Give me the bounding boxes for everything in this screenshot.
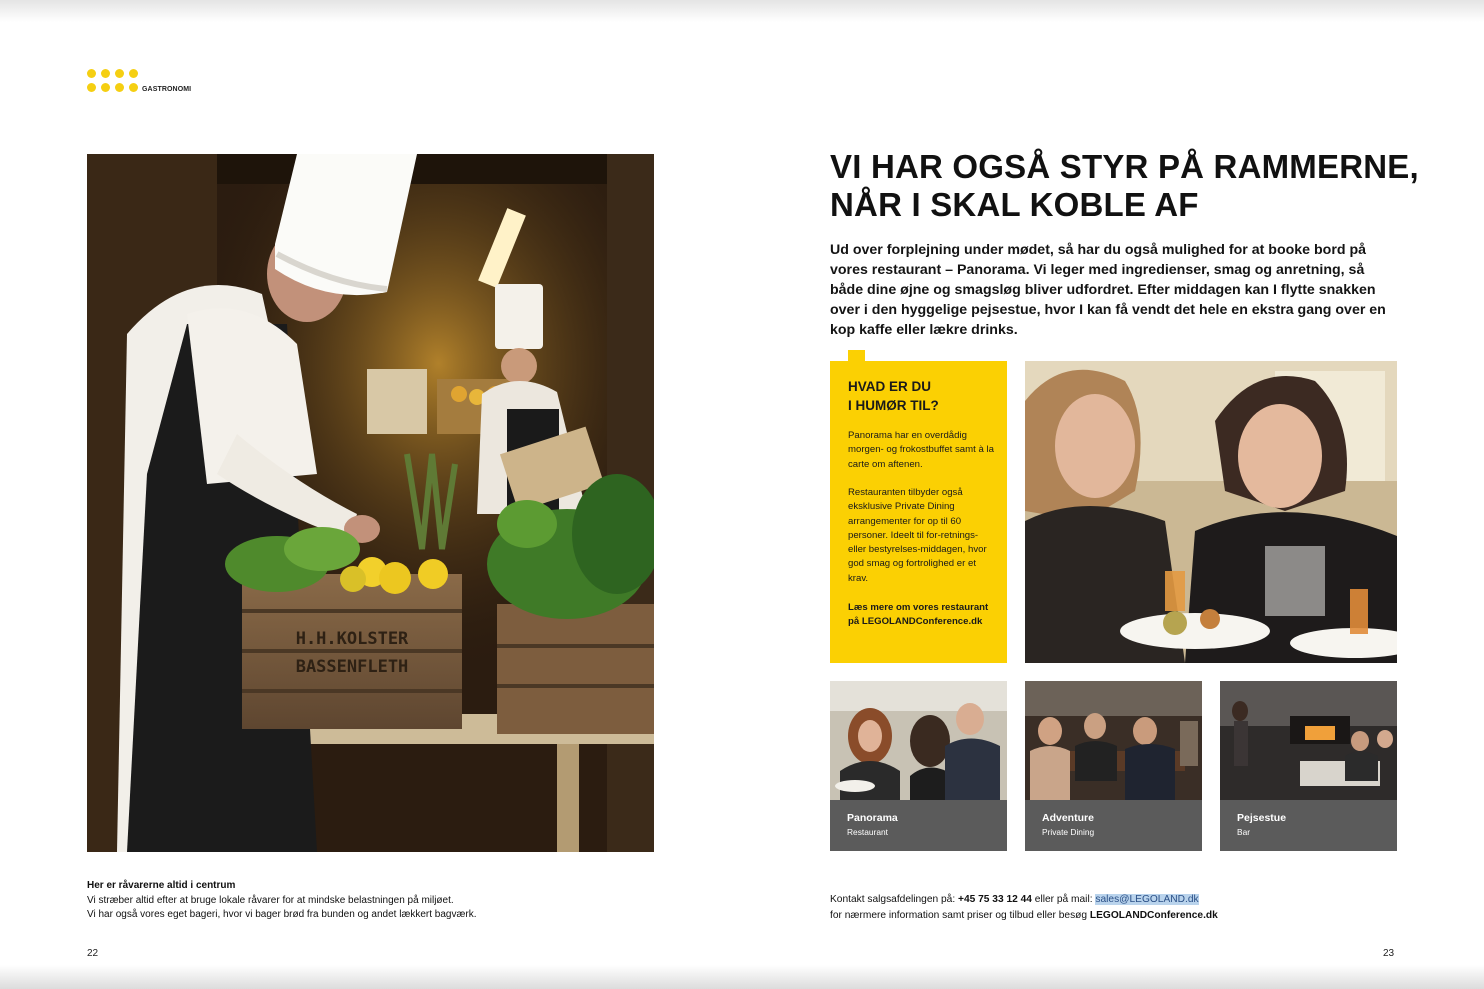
- venue-name: Panorama: [847, 812, 898, 824]
- website-link[interactable]: LEGOLANDConference.dk: [1089, 909, 1218, 921]
- venue-name: Adventure: [1042, 812, 1094, 824]
- venue-name: Pejsestue: [1237, 812, 1287, 824]
- venue-card-panorama[interactable]: [830, 681, 1007, 851]
- contact-line-1: Kontakt salgsafdelingen på: +45 75 33 12 44 eller på mail: sales@LEGOLAND.dk: [830, 894, 1199, 905]
- svg-text:BASSENFLETH: BASSENFLETH: [295, 657, 409, 677]
- venue-type: Private Dining: [1042, 827, 1095, 837]
- section-label: GASTRONOMI: [142, 86, 192, 93]
- page-number-left: 22: [87, 948, 99, 959]
- info-box-title: HVAD ER DU I HUMØR TIL?: [848, 379, 939, 413]
- venue-type: Restaurant: [847, 827, 888, 837]
- email-link[interactable]: sales@LEGOLAND.dk: [1095, 894, 1199, 905]
- venue-card-pejsestue[interactable]: [1220, 681, 1397, 851]
- page-bottom-shadow: [0, 965, 1484, 989]
- venue-card-adventure[interactable]: [1025, 681, 1202, 851]
- venue-type: Bar: [1237, 827, 1251, 837]
- info-box-paragraph-2: Restauranten tilbyder også eksklusive Private Dining arrangementer for op til 60 personer. Ideelt til for-retnings- eller bestyrelses-middagen, hvor god smag og fortrolighed er et krav.: [848, 487, 987, 584]
- contact-line-2: for nærmere information samt priser og tilbud eller besøg LEGOLANDConference.dk: [830, 909, 1218, 921]
- info-box-link[interactable]: Læs mere om vores restaurant på LEGOLANDConference.dk: [848, 602, 989, 628]
- adventure-photo: [1025, 681, 1202, 800]
- headline-line-2: NÅR I SKAL KOBLE AF: [830, 186, 1199, 223]
- page-number-right: 23: [1383, 948, 1395, 959]
- headline-line-1: VI HAR OGSÅ STYR PÅ RAMMERNE,: [830, 148, 1419, 185]
- phone-number[interactable]: +45 75 33 12 44: [958, 894, 1032, 905]
- pejsestue-photo: [1220, 681, 1397, 800]
- section-dots-icon: [87, 69, 139, 93]
- caption-line-1: Vi stræber altid efter at bruge lokale råvarer for at mindske belastningen på miljøet.: [87, 894, 454, 906]
- info-box: [830, 361, 1007, 663]
- caption-line-2: Vi har også vores eget bageri, hvor vi bager brød fra bunden og andet lækkert bagværk.: [87, 909, 477, 920]
- photo-caption: [87, 879, 476, 923]
- contact-info: [830, 892, 1390, 923]
- info-box-paragraph-1: Panorama har en overdådig morgen- og frokostbuffet samt à la carte om aftenen.: [848, 430, 994, 470]
- svg-text:H.H.KOLSTER: H.H.KOLSTER: [295, 629, 409, 649]
- panorama-photo: [830, 681, 1007, 800]
- intro-paragraph: Ud over forplejning under mødet, så har du også mulighed for at booke bord på vores restaurant – Panorama. Vi leger med ingredienser, smag og anretning, så både dine øjne og smagsløg bliver udfordret. Efter middagen kan I flytte snakken over i den hyggelige pejsestue, hvor I kan få vendt det hele en ekstra gang over en kop kaffe eller lækre drinks.: [830, 242, 1386, 338]
- page-top-shadow: [0, 0, 1484, 22]
- chef-photo: [87, 154, 654, 852]
- page-headline: [830, 148, 1430, 224]
- women-dining-photo: [1025, 361, 1397, 663]
- caption-title: Her er råvarerne altid i centrum: [87, 880, 236, 891]
